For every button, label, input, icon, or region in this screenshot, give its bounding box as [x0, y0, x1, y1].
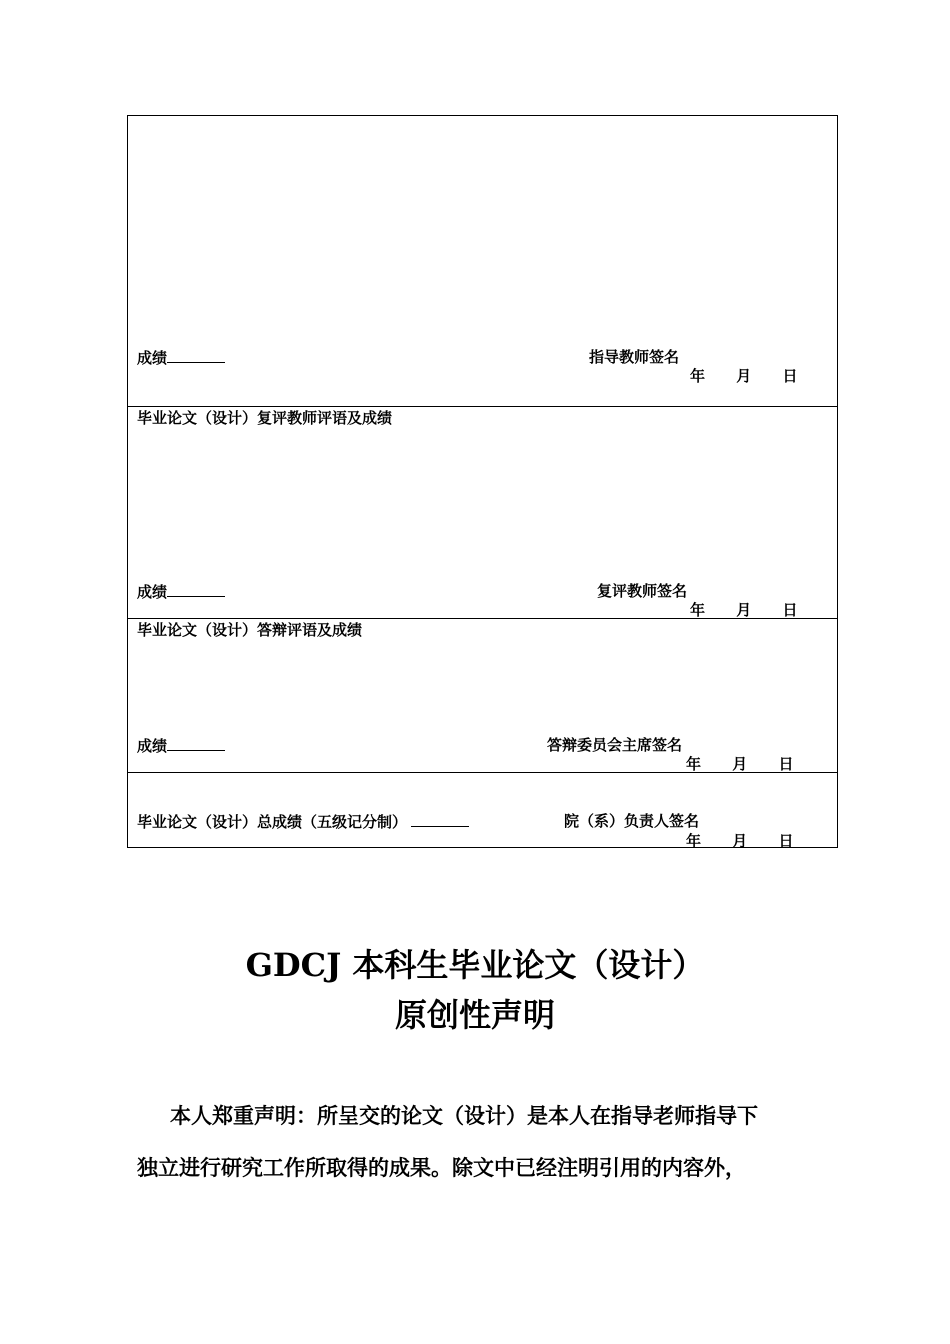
total-grade-blank[interactable]	[411, 812, 469, 827]
defense-date	[686, 755, 794, 773]
advisor-grade-label: 成绩	[137, 349, 168, 367]
advisor-signature-label: 指导教师签名	[589, 348, 680, 366]
total-signature-label: 院（系）负责人签名	[564, 812, 700, 830]
total-date	[686, 832, 794, 850]
declaration-body-line2: 独立进行研究工作所取得的成果。除文中已经注明引用的内容外，	[137, 1156, 746, 1180]
defense-grade-label: 成绩	[137, 737, 168, 755]
advisor-grade-field	[137, 348, 225, 367]
advisor-date	[690, 367, 798, 385]
defense-heading: 毕业论文（设计）答辩评语及成绩	[137, 621, 363, 639]
review-date-year: 年	[690, 601, 706, 619]
defense-date-day: 日	[778, 755, 794, 773]
defense-grade-blank[interactable]	[167, 736, 225, 751]
total-grade-label: 毕业论文（设计）总成绩（五级记分制）	[137, 813, 408, 831]
defense-date-year: 年	[686, 755, 702, 773]
review-date	[690, 601, 798, 619]
defense-comment-section	[128, 618, 837, 772]
defense-signature-label: 答辩委员会主席签名	[547, 736, 683, 754]
total-date-day: 日	[778, 832, 794, 850]
evaluation-form-table	[127, 115, 838, 848]
total-date-month: 月	[732, 832, 748, 850]
advisor-date-year: 年	[690, 367, 706, 385]
review-date-day: 日	[782, 601, 798, 619]
review-grade-label: 成绩	[137, 583, 168, 601]
review-grade-blank[interactable]	[167, 582, 225, 597]
declaration-body-line1: 本人郑重声明：所呈交的论文（设计）是本人在指导老师指导下	[170, 1104, 758, 1128]
defense-date-month: 月	[732, 755, 748, 773]
declaration-title-line2: 原创性声明	[394, 996, 555, 1034]
declaration-title-line1: GDCJ 本科生毕业论文（设计）	[245, 946, 705, 984]
advisor-date-day: 日	[782, 367, 798, 385]
review-date-month: 月	[736, 601, 752, 619]
advisor-comment-section	[128, 116, 837, 406]
total-grade-section	[128, 772, 837, 849]
advisor-grade-blank[interactable]	[167, 348, 225, 363]
review-comment-section	[128, 406, 837, 618]
defense-grade-field	[137, 736, 225, 755]
review-grade-field	[137, 582, 225, 601]
review-signature-label: 复评教师签名	[597, 582, 688, 600]
advisor-date-month: 月	[736, 367, 752, 385]
total-grade-field	[137, 812, 469, 831]
review-heading: 毕业论文（设计）复评教师评语及成绩	[137, 409, 393, 427]
total-date-year: 年	[686, 832, 702, 850]
